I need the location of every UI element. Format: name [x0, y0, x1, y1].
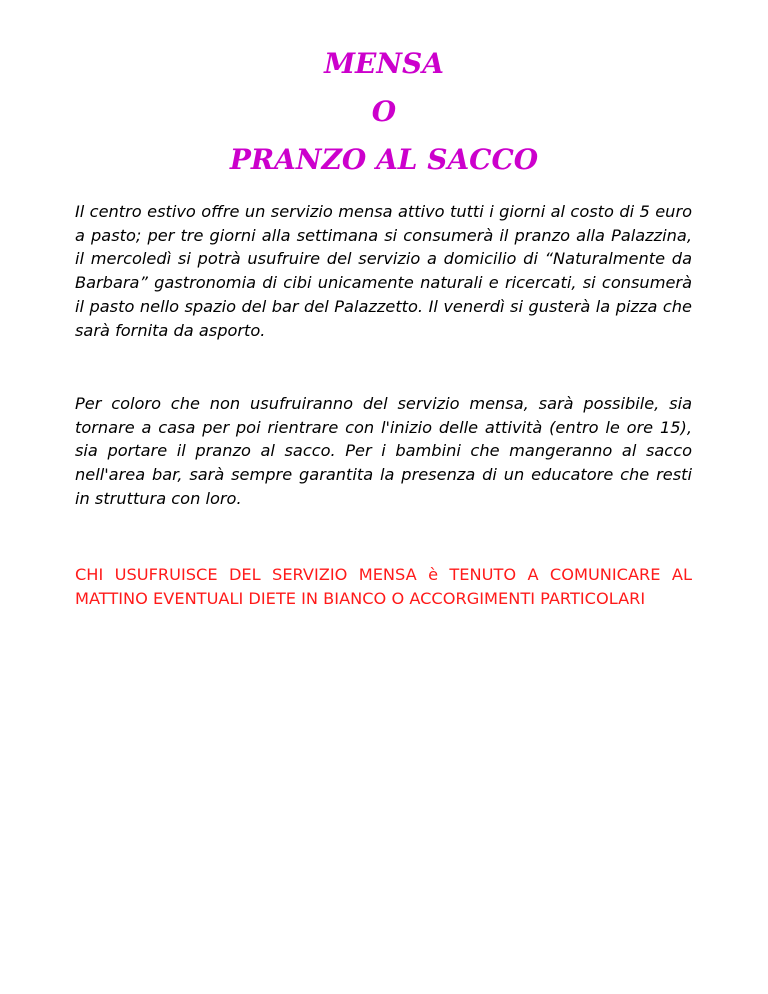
paragraph-pranzo-al-sacco: Per coloro che non usufruiranno del servizio mensa, sarà possibile, sia tornare a casa per poi rientrare con l'inizio delle attività (entro le ore 15), sia portare il pranzo al sacco. Per i bambini che mangeranno al sacco nell'area bar, sarà sempre garantita la presenza di un educatore che resti in struttura con loro.	[75, 394, 692, 508]
title-line-pranzo-al-sacco: PRANZO AL SACCO	[229, 143, 539, 176]
paragraph-mensa-service: Il centro estivo offre un servizio mensa attivo tutti i giorni al costo di 5 euro a pasto; per tre giorni alla settimana si consumerà il pranzo alla Palazzina, il mercoledì si potrà usufruire del servizio a domicilio di “Naturalmente da Barbara” gastronomia di cibi unicamente naturali e ricercati, si consumerà il pasto nello spazio del bar del Palazzetto. Il venerdì si gusterà la pizza che sarà fornita da asporto.	[75, 202, 692, 340]
title-line-mensa: MENSA	[324, 47, 444, 80]
title-line-o: O	[371, 95, 397, 128]
page-title	[0, 40, 768, 184]
paragraph-notice: CHI USUFRUISCE DEL SERVIZIO MENSA è TENUTO A COMUNICARE AL MATTINO EVENTUALI DIETE IN BIANCO O ACCORGIMENTI PARTICOLARI	[75, 565, 692, 608]
